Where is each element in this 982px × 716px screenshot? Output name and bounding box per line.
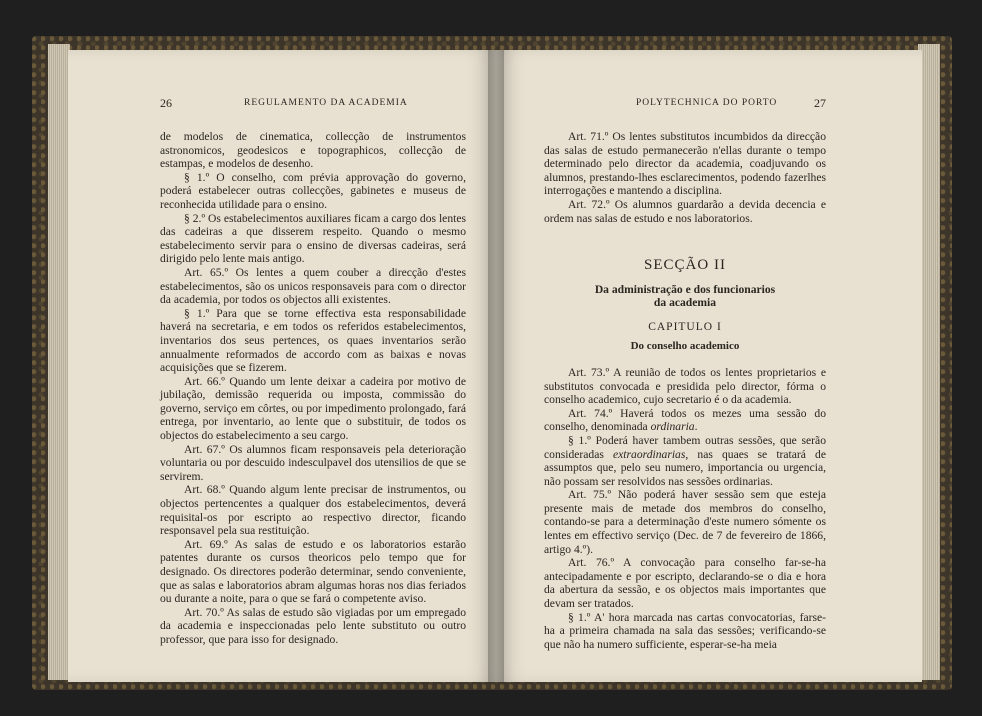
paragraph: § 1.º Para que se torne effectiva esta responsabilidade haverá na secretaria, e em todos os referidos estabelecimentos, inventarios dos seus pertences, os quaes inventarios serão annualmente reformados de accordo com as baixas e novas acquisições que se fizerem. (160, 306, 466, 375)
paragraph (544, 434, 826, 488)
text-run: Art. 74.º Haverá todos os mezes uma sessão do conselho, denominada (544, 406, 826, 434)
paragraph: Art. 66.º Quando um lente deixar a cadeira por motivo de jubilação, demissão requerida ou imposta, commissão do governo, serviço em côrtes, ou por impedimento prolongado, fará entrega, por inventario, ao lente que o substituir, de todos os objectos do estabelecimento a seu cargo. (160, 374, 466, 443)
right-page (496, 50, 922, 682)
running-head: POLYTECHNICA DO PORTO (636, 98, 778, 108)
chapter-title: Do conselho academico (630, 340, 740, 353)
text-run: . (694, 420, 698, 434)
page-number: 26 (160, 96, 172, 110)
paragraph (544, 407, 826, 434)
paragraph: Art. 71.º Os lentes substitutos incumbidos da direcção das salas de estudo permanecerão n'ellas durante o tempo determinado pelo director da academia, coadjuvando os alumnos, prestando-lhes esclarecimentos, podendo fazerlhes interrogações e mantendo a disciplina. (544, 130, 826, 198)
section-title: Da administração e dos funcionarios (594, 282, 776, 296)
paragraph: Art. 70.º As salas de estudo são vigiadas por um empregado da academia e inspeccionadas pelo lente substituto ou outro professor, que para isso for designado. (160, 605, 466, 646)
running-head: REGULAMENTO DA ACADEMIA (244, 98, 408, 108)
paragraph: Art. 75.º Não poderá haver sessão sem que esteja presente mais de metade dos membros do conselho, contando-se para a determinação d'este numero sómente os lentes em effectivo serviço (Dec. de 7 de fevereiro de 1866, artigo 4.º). (544, 488, 826, 556)
italic-term: ordinaria (650, 420, 695, 434)
paragraph: Art. 67.º Os alumnos ficam responsaveis pela deterioração voluntaria ou por descuido indesculpavel dos utensilios de que se servirem. (160, 442, 466, 483)
paragraph: de modelos de cinematica, collecção de instrumentos astronomicos, geodesicos e topographicos, collecção de estampas, e modelos de desenho. (160, 130, 466, 171)
book-gutter (488, 50, 504, 682)
section-title-line2: da academia (653, 295, 717, 309)
paragraph: Art. 65.º Os lentes a quem couber a direcção d'estes estabelecimentos, são os unicos responsaveis para com o director da academia, por todos os objectos alli existentes. (160, 265, 466, 307)
paragraph: Art. 68.º Quando algum lente precisar de instrumentos, ou objectos pertencentes a qualquer dos estabelecimentos, deverá requisital-os por escripto ao respectivo director, ficando responsavel pela sua restituição. (160, 483, 466, 538)
text-run: § 1.º Poderá haver tambem outras sessões, que serão consideradas (544, 433, 826, 461)
paragraph: § 2.º Os estabelecimentos auxiliares ficam a cargo dos lentes das cadeiras a que disserem respeito. Quando o mesmo estabelecimento servir para o ensino de diversas cadeiras, será dirigido pelo lente mais antigo. (160, 211, 466, 266)
italic-term: extraordinarias (613, 447, 686, 461)
text-run: , nas quaes se tratará de assumptos que, pelo seu numero, importancia ou urgencia, não possam ser resolvidos nas sessões ordinarias. (544, 447, 826, 488)
page-number: 27 (814, 96, 826, 110)
left-page (68, 50, 496, 682)
paragraph: Art. 72.º Os alumnos guardarão a devida decencia e ordem nas salas de estudo e nos laboratorios. (544, 197, 826, 225)
paragraph: Art. 76.º A convocação para conselho far-se-ha antecipadamente e por escripto, declarando-se o dia e hora da abertura da sessão, e os objectos mais importantes que devam ser tratados. (544, 556, 826, 611)
paragraph: Art. 69.º As salas de estudo e os laboratorios estarão patentes durante os cursos theoricos pelo tempo que for designado. Os directores poderão determinar, sendo conveniente, que as salas e laboratorios abram algumas horas nos dias feriados ou durante a noite, para o que se fará o competente aviso. (160, 537, 466, 606)
paragraph: Art. 73.º A reunião de todos os lentes proprietarios e substitutos convocada e presidida pelo director, fórma o conselho academico, cujo secretario é o da academia. (544, 365, 826, 407)
chapter-heading: CAPITULO I (648, 320, 722, 333)
left-text-block (160, 130, 466, 647)
paragraph: § 1.º A' hora marcada nas cartas convocatorias, farse-ha a primeira chamada na sala das sessões; verificando-se que não ha numero sufficiente, esperar-se-ha meia (544, 610, 826, 651)
right-text-block (544, 130, 826, 651)
page-edges-left (48, 44, 70, 680)
paragraph: § 1.º O conselho, com prévia approvação do governo, poderá estabelecer outras collecções, gabinetes e museus de reconhecida utilidade para o ensino. (160, 170, 466, 211)
section-heading: SECÇÃO II (644, 257, 726, 274)
